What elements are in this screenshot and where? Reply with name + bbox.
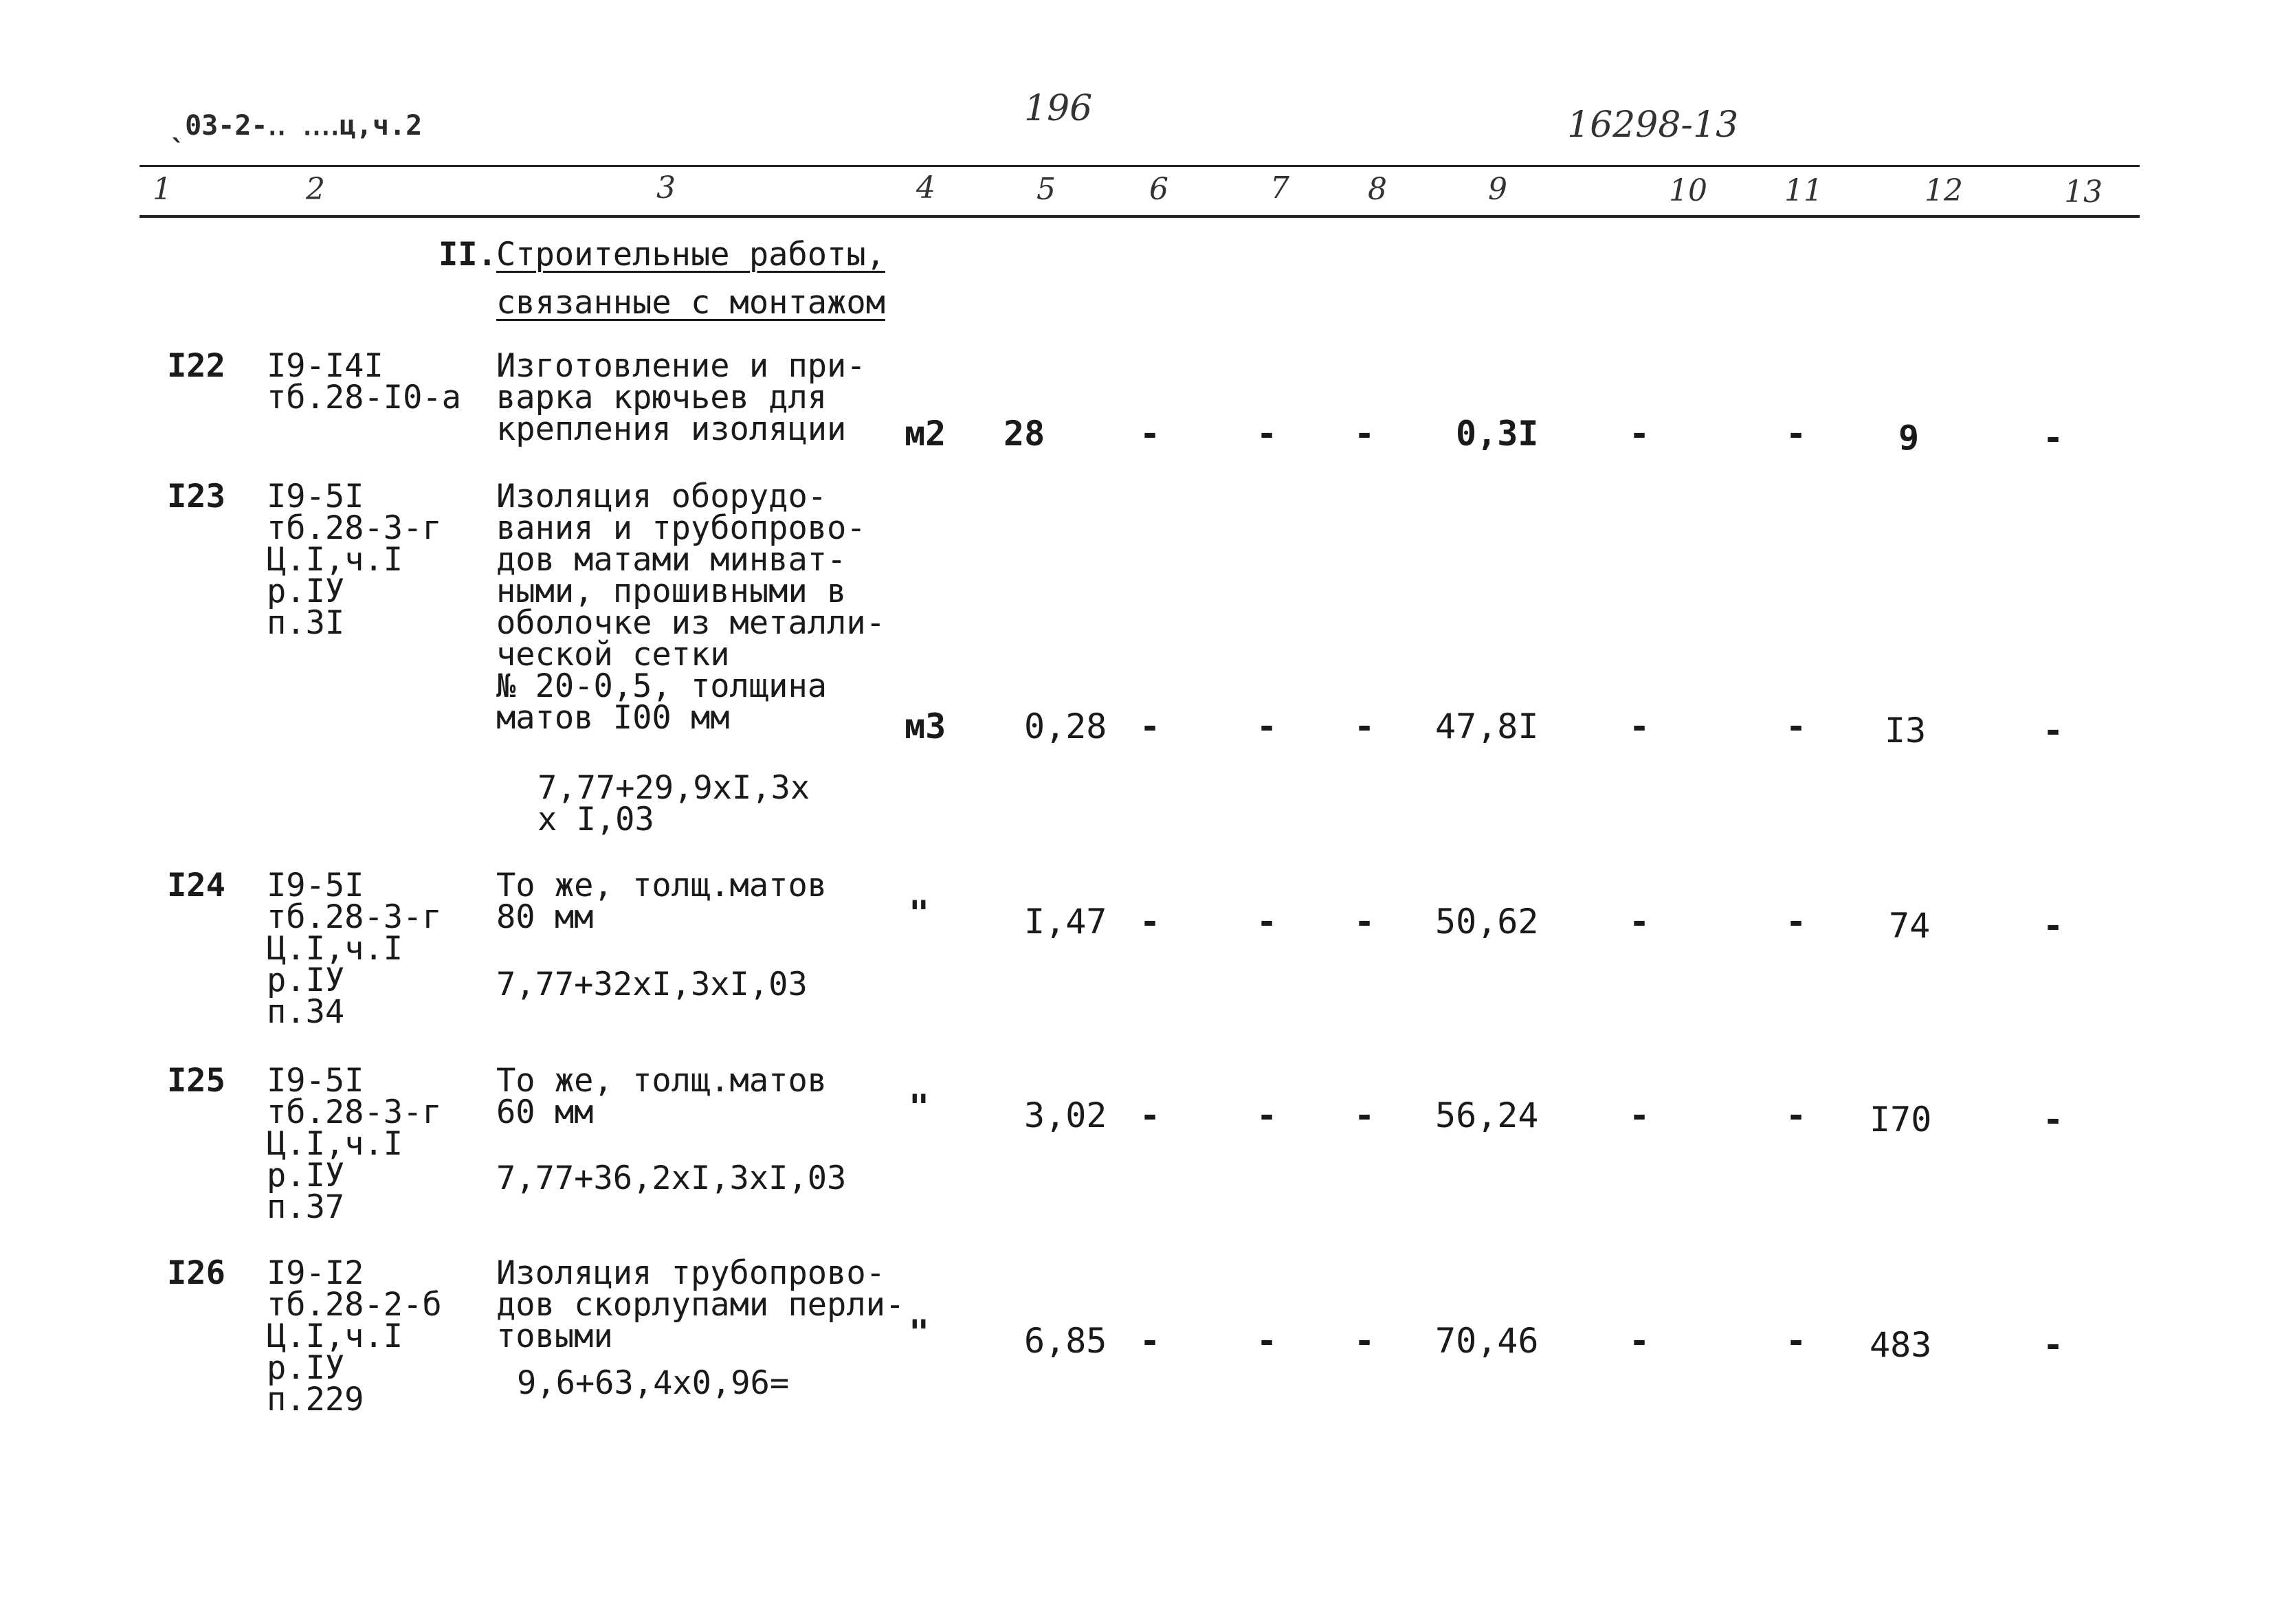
norm-reference-line: р.IУ: [267, 1349, 345, 1387]
description-line: оболочке из металли-: [496, 604, 885, 642]
cell-11: -: [1786, 414, 1807, 454]
description-line: вания и трубопрово-: [496, 509, 866, 547]
cell-7: -: [1256, 414, 1278, 454]
cell-12: I3: [1885, 711, 1927, 750]
cell-12: 483: [1870, 1325, 1932, 1365]
cell-10: -: [1629, 707, 1650, 746]
top-rule: [140, 165, 2140, 167]
description-line: дов матами минват-: [496, 541, 847, 579]
cell-10: -: [1629, 1321, 1650, 1361]
cell-9: 56,24: [1435, 1095, 1539, 1135]
cell-6: -: [1140, 414, 1161, 454]
cell-10: -: [1629, 414, 1650, 454]
cell-10: -: [1629, 902, 1650, 942]
description-line: То же, толщ.матов: [496, 867, 828, 904]
description-line: ческой сетки: [496, 636, 730, 674]
row-number: I24: [167, 867, 225, 904]
calculation-line: 9,6+63,4х0,96=: [517, 1364, 790, 1402]
description-line: Изготовление и при-: [496, 347, 866, 385]
cell-13: -: [2043, 418, 2064, 458]
description-line: То же, толщ.матов: [496, 1062, 828, 1100]
norm-reference-line: I9-5I: [267, 1062, 364, 1100]
norm-reference-line: тб.28-3-г: [267, 1093, 442, 1131]
norm-reference-line: I9-I4I: [267, 347, 384, 385]
description-line: ными, прошивными в: [496, 572, 847, 610]
cell-12: I70: [1870, 1100, 1932, 1139]
description-line: варка крючьев для: [496, 379, 828, 416]
unit: ": [909, 1313, 930, 1353]
cell-12: 9: [1898, 418, 1920, 458]
cell-13: -: [2043, 711, 2064, 750]
quantity: I,47: [1024, 902, 1107, 942]
unit: ": [909, 1087, 930, 1127]
description-line: 60 мм: [496, 1093, 594, 1131]
description-line: матов I00 мм: [496, 699, 730, 737]
norm-reference-line: тб.28-3-г: [267, 898, 442, 936]
cell-8: -: [1354, 1321, 1375, 1361]
description-line: дов скорлупами перли-: [496, 1286, 905, 1324]
cell-9: 0,3I: [1456, 414, 1539, 454]
norm-reference-line: Ц.I,ч.I: [267, 1125, 403, 1163]
header-bottom-rule: [140, 215, 2140, 218]
column-number: 2: [306, 172, 325, 207]
column-number: 3: [656, 170, 676, 205]
section-title-line: связанные с монтажом: [496, 284, 885, 322]
column-number: 9: [1488, 172, 1507, 207]
description-line: товыми: [496, 1317, 613, 1355]
calculation-line: х I,03: [537, 801, 654, 838]
cell-9: 47,8I: [1435, 707, 1539, 746]
quantity: 0,28: [1024, 707, 1107, 746]
cell-9: 50,62: [1435, 902, 1539, 942]
cell-13: -: [2043, 906, 2064, 946]
unit: м3: [905, 707, 946, 746]
cell-8: -: [1354, 707, 1375, 746]
cell-11: -: [1786, 902, 1807, 942]
norm-reference-line: п.229: [267, 1381, 364, 1419]
column-number: 11: [1784, 173, 1823, 208]
quantity: 28: [1004, 414, 1045, 454]
cell-8: -: [1354, 1095, 1375, 1135]
cell-7: -: [1256, 707, 1278, 746]
norm-reference-line: р.IУ: [267, 961, 345, 999]
section-number: II.: [439, 236, 497, 274]
calculation-line: 7,77+36,2хI,3хI,03: [496, 1159, 847, 1197]
row-number: I26: [167, 1254, 225, 1292]
norm-reference-line: I9-5I: [267, 478, 364, 515]
norm-reference-line: тб.28-3-г: [267, 509, 442, 547]
cell-12: 74: [1889, 906, 1931, 946]
cell-8: -: [1354, 414, 1375, 454]
norm-reference-line: Ц.I,ч.I: [267, 930, 403, 968]
row-number: I25: [167, 1062, 225, 1100]
cell-7: -: [1256, 1321, 1278, 1361]
cell-6: -: [1140, 902, 1161, 942]
cell-8: -: [1354, 902, 1375, 942]
column-number: 4: [916, 170, 935, 205]
document-code: ˎ03-2-․․ ․․․․ц,ч.2: [168, 110, 423, 142]
page-number: 196: [1024, 88, 1093, 129]
cell-11: -: [1786, 707, 1807, 746]
calculation-line: 7,77+29,9хI,3х: [537, 769, 810, 807]
unit: м2: [905, 414, 946, 454]
description-line: крепления изоляции: [496, 410, 847, 448]
norm-reference-line: п.34: [267, 993, 345, 1031]
column-number: 7: [1270, 170, 1289, 205]
norm-reference-line: Ц.I,ч.I: [267, 541, 403, 579]
description-line: Изоляция трубопрово-: [496, 1254, 885, 1292]
column-number: 1: [153, 172, 172, 207]
norm-reference-line: тб.28-2-б: [267, 1286, 442, 1324]
norm-reference-line: I9-5I: [267, 867, 364, 904]
norm-reference-line: тб.28-I0-а: [267, 379, 461, 416]
cell-11: -: [1786, 1321, 1807, 1361]
norm-reference-line: р.IУ: [267, 572, 345, 610]
cell-13: -: [2043, 1325, 2064, 1365]
cell-7: -: [1256, 1095, 1278, 1135]
norm-reference-line: I9-I2: [267, 1254, 364, 1292]
quantity: 6,85: [1024, 1321, 1107, 1361]
column-number: 13: [2064, 175, 2103, 210]
column-number: 8: [1368, 172, 1387, 207]
cell-11: -: [1786, 1095, 1807, 1135]
column-number: 6: [1149, 172, 1168, 207]
calculation-line: 7,77+32хI,3хI,03: [496, 966, 808, 1003]
cell-6: -: [1140, 1321, 1161, 1361]
quantity: 3,02: [1024, 1095, 1107, 1135]
cell-7: -: [1256, 902, 1278, 942]
description-line: № 20-0,5, толщина: [496, 667, 828, 705]
cell-6: -: [1140, 1095, 1161, 1135]
column-number: 10: [1669, 173, 1707, 208]
row-number: I23: [167, 478, 225, 515]
norm-reference-line: п.37: [267, 1188, 345, 1226]
unit: ": [909, 893, 930, 933]
description-line: Изоляция оборудо-: [496, 478, 828, 515]
document-number: 16298-13: [1567, 104, 1739, 146]
cell-10: -: [1629, 1095, 1650, 1135]
cell-9: 70,46: [1435, 1321, 1539, 1361]
norm-reference-line: р.IУ: [267, 1157, 345, 1194]
row-number: I22: [167, 347, 225, 385]
column-number: 12: [1925, 173, 1963, 208]
cell-13: -: [2043, 1100, 2064, 1139]
norm-reference-line: п.3I: [267, 604, 345, 642]
section-title-line: Строительные работы,: [496, 236, 885, 274]
column-number: 5: [1036, 172, 1056, 207]
description-line: 80 мм: [496, 898, 594, 936]
cell-6: -: [1140, 707, 1161, 746]
norm-reference-line: Ц.I,ч.I: [267, 1317, 403, 1355]
